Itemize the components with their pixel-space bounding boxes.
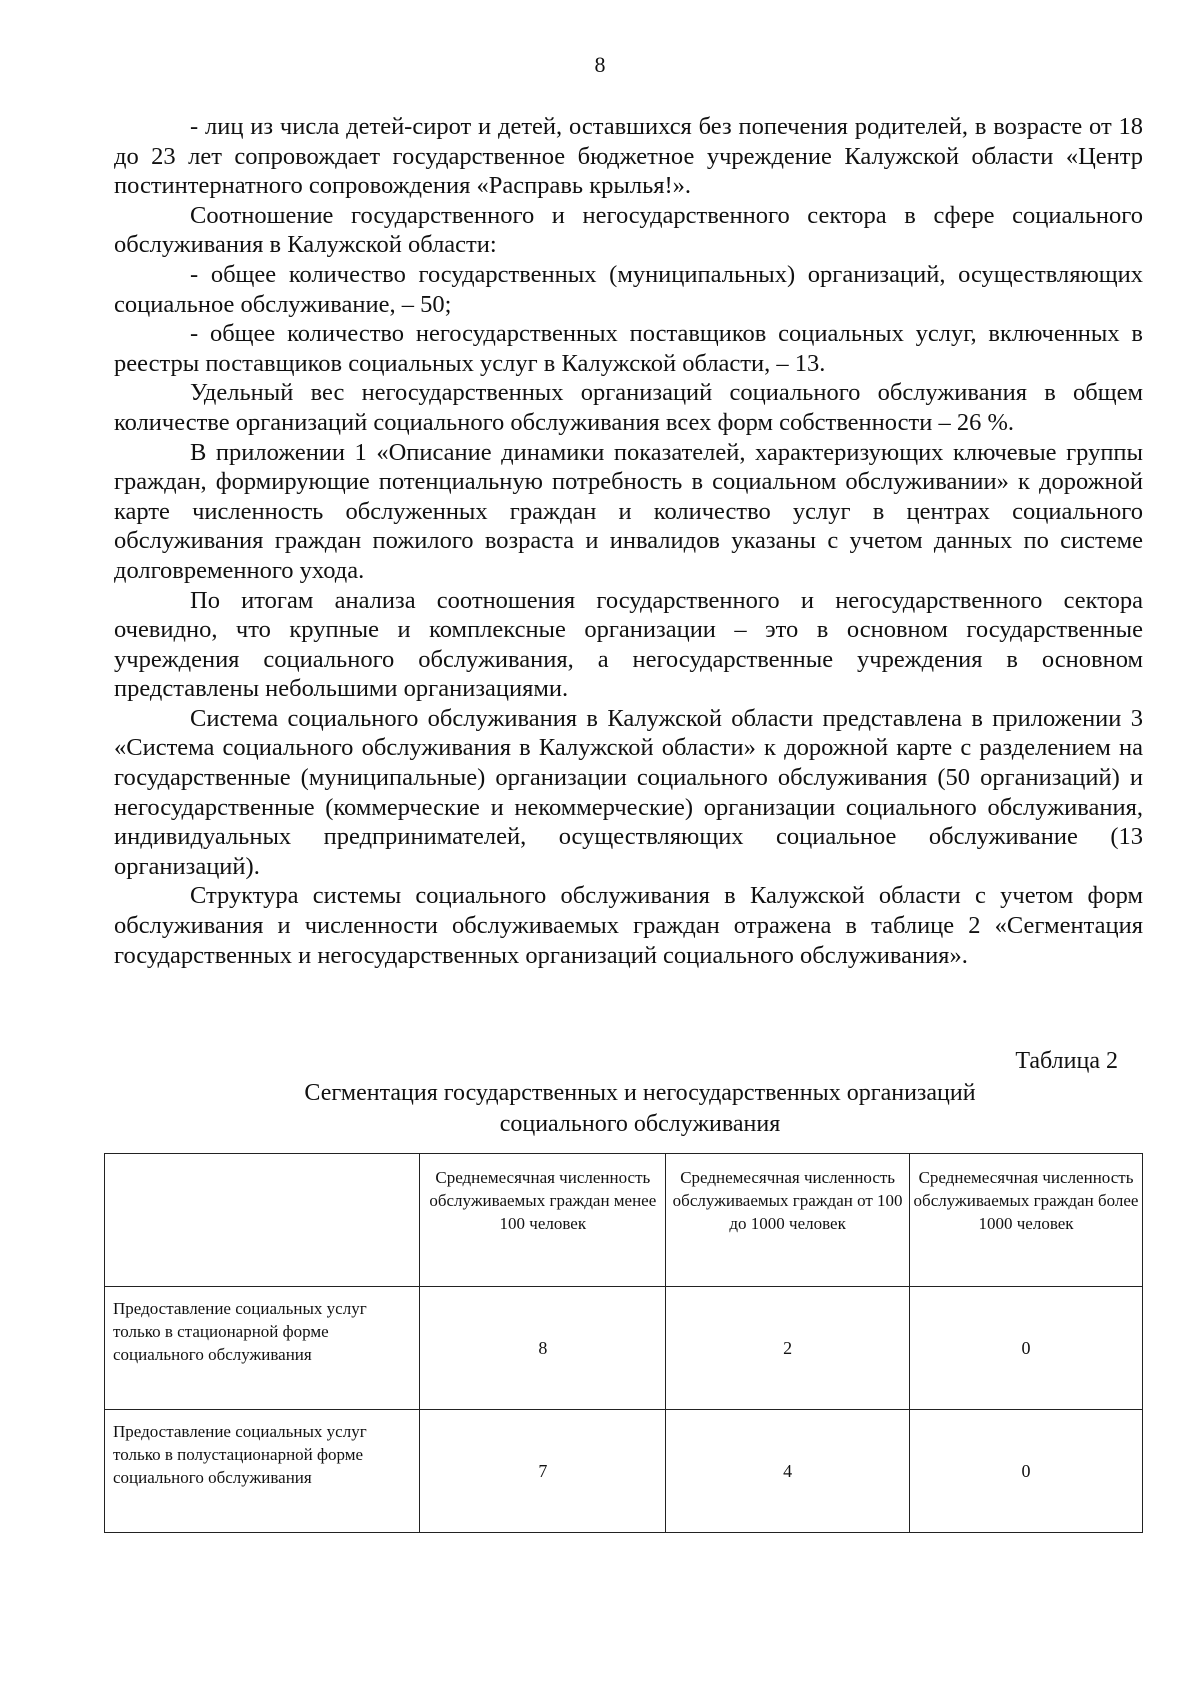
table-label: Таблица 2 xyxy=(1015,1048,1118,1074)
table-header-cell: Среднемесячная численность обслуживаемых граждан более 1000 человек xyxy=(910,1154,1143,1287)
table-header-row xyxy=(105,1154,1143,1287)
table-cell: 8 xyxy=(420,1287,666,1410)
table-cell: 0 xyxy=(910,1287,1143,1410)
body-text xyxy=(114,112,1143,970)
paragraph: Соотношение государственного и негосударственного сектора в сфере социального обслуживания в Калужской области: xyxy=(114,201,1143,259)
table-row xyxy=(105,1287,1143,1410)
table-header-cell xyxy=(105,1154,420,1287)
table-cell: 2 xyxy=(666,1287,910,1410)
paragraph: Система социального обслуживания в Калужской области представлена в приложении 3 «Система социального обслуживания в Калужской области» к дорожной карте с разделением на государственные (муниципальные) организации социального обслуживания (50 организаций) и негосударственные (коммерческие и некоммерческие) организации социального обслуживания, индивидуальных предпринимателей, осуществляющих социальное обслуживание (13 организаций). xyxy=(114,704,1143,880)
list-item: - общее количество негосударственных поставщиков социальных услуг, включенных в реестры поставщиков социальных услуг в Калужской области, – 13. xyxy=(114,320,1143,377)
table-cell: 0 xyxy=(910,1410,1143,1533)
table-header-cell: Среднемесячная численность обслуживаемых граждан менее 100 человек xyxy=(420,1154,666,1287)
page-number: 8 xyxy=(594,52,606,77)
list-item: - общее количество государственных (муниципальных) организаций, осуществляющих социальное обслуживание, – 50; xyxy=(114,260,1143,318)
table-title-line: Сегментация государственных и негосударственных организаций xyxy=(304,1080,976,1106)
table-header-cell: Среднемесячная численность обслуживаемых граждан от 100 до 1000 человек xyxy=(666,1154,910,1287)
paragraph: Структура системы социального обслуживания в Калужской области с учетом форм обслуживания и численности обслуживаемых граждан отражена в таблице 2 «Сегментация государственных и негосударственных организаций социального обслуживания». xyxy=(114,882,1143,969)
table-row-label: Предоставление социальных услуг только в стационарной форме социального обслуживания xyxy=(105,1287,420,1410)
table-row-label: Предоставление социальных услуг только в полустационарной форме социального обслуживания xyxy=(105,1410,420,1533)
segmentation-table xyxy=(104,1153,1143,1533)
table-title xyxy=(200,1078,1080,1140)
table-cell: 7 xyxy=(420,1410,666,1533)
paragraph: В приложении 1 «Описание динамики показателей, характеризующих ключевые группы граждан, формирующие потенциальную потребность в социальном обслуживании» к дорожной карте численность обслуженных граждан и количество услуг в центрах социального обслуживания граждан пожилого возраста и инвалидов указаны с учетом данных по системе долговременного ухода. xyxy=(114,438,1143,584)
paragraph: - лиц из числа детей-сирот и детей, оставшихся без попечения родителей, в возрасте от 18 до 23 лет сопровождает государственное бюджетное учреждение Калужской области «Центр постинтернатного сопровождения «Расправь крылья!». xyxy=(114,113,1143,200)
table-cell: 4 xyxy=(666,1410,910,1533)
paragraph: Удельный вес негосударственных организаций социального обслуживания в общем количестве организаций социального обслуживания всех форм собственности – 26 %. xyxy=(114,379,1143,436)
paragraph: По итогам анализа соотношения государственного и негосударственного сектора очевидно, что крупные и комплексные организации – это в основном государственные учреждения социального обслуживания, а негосударственные учреждения в основном представлены небольшими организациями. xyxy=(114,586,1143,703)
table-row xyxy=(105,1410,1143,1533)
table-title-line: социального обслуживания xyxy=(499,1111,781,1137)
